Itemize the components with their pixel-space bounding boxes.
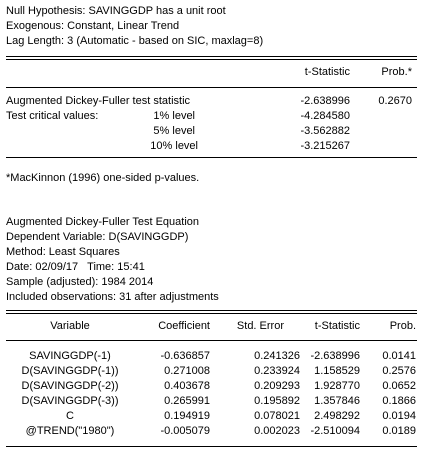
null-hypothesis-text: Null Hypothesis: SAVINGGDP has a unit root xyxy=(6,5,226,17)
sample-text: Sample (adjusted): 1984 2014 xyxy=(6,276,154,288)
adf-header-rule xyxy=(6,87,417,88)
table-row-coefficient: 0.403678 xyxy=(164,380,210,392)
method-text: Method: Least Squares xyxy=(6,246,120,258)
adf-prob-value: 0.2670 xyxy=(378,95,412,107)
coef-header-std-error: Std. Error xyxy=(236,320,284,332)
coef-header-rule xyxy=(6,340,417,341)
table-row-std-error: 0.002023 xyxy=(254,425,300,437)
coef-header-coefficient: Coefficient xyxy=(158,320,210,332)
table-row-t-statistic: -2.638996 xyxy=(310,350,360,362)
critical-value-5pct: -3.562882 xyxy=(300,125,350,137)
dependent-variable-text: Dependent Variable: D(SAVINGGDP) xyxy=(6,231,189,243)
critical-value-1pct: -4.284580 xyxy=(300,110,350,122)
observations-text: Included observations: 31 after adjustments xyxy=(6,291,219,303)
exogenous-text: Exogenous: Constant, Linear Trend xyxy=(6,20,180,32)
table-row-std-error: 0.078021 xyxy=(254,410,300,422)
table-row-variable: D(SAVINGGDP(-1)) xyxy=(21,365,119,377)
table-row-coefficient: 0.265991 xyxy=(164,395,210,407)
table-row-variable: @TREND("1980") xyxy=(25,425,115,437)
table-row-coefficient: -0.005079 xyxy=(160,425,210,437)
table-row-variable: D(SAVINGGDP(-2)) xyxy=(21,380,119,392)
table-row-t-statistic: -2.510094 xyxy=(310,425,360,437)
equation-title: Augmented Dickey-Fuller Test Equation xyxy=(6,216,200,228)
table-row-prob: 0.2576 xyxy=(382,365,416,377)
adf-statistic-label: Augmented Dickey-Fuller test statistic xyxy=(6,95,191,107)
table-row-std-error: 0.209293 xyxy=(254,380,300,392)
table-row-variable: SAVINGGDP(-1) xyxy=(29,350,111,362)
table-row-prob: 0.0652 xyxy=(382,380,416,392)
table-row-variable: D(SAVINGGDP(-3)) xyxy=(21,395,119,407)
table-row-prob: 0.0189 xyxy=(382,425,416,437)
critical-level-5pct: 5% level xyxy=(153,125,195,137)
critical-value-10pct: -3.215267 xyxy=(300,140,350,152)
table-row-t-statistic: 1.357846 xyxy=(314,395,360,407)
date-time-text: Date: 02/09/17 Time: 15:41 xyxy=(6,261,145,273)
table-row-t-statistic: 1.928770 xyxy=(314,380,360,392)
adf-col-prob-header: Prob.* xyxy=(381,66,412,78)
table-row-std-error: 0.233924 xyxy=(254,365,300,377)
table-row-prob: 0.0141 xyxy=(382,350,416,362)
lag-length-text: Lag Length: 3 (Automatic - based on SIC, maxlag=8) xyxy=(6,35,264,47)
critical-values-label: Test critical values: xyxy=(6,110,99,122)
adf-col-tstat-header: t-Statistic xyxy=(304,66,350,78)
table-row-prob: 0.1866 xyxy=(382,395,416,407)
coef-bottom-rule xyxy=(6,446,417,447)
table-row-coefficient: 0.194919 xyxy=(164,410,210,422)
adf-table-top-rule xyxy=(6,56,417,60)
table-row-t-statistic: 1.158529 xyxy=(314,365,360,377)
table-row-coefficient: 0.271008 xyxy=(164,365,210,377)
critical-level-1pct: 1% level xyxy=(153,110,195,122)
table-row-variable: C xyxy=(66,410,74,422)
footnote-text: *MacKinnon (1996) one-sided p-values. xyxy=(6,172,200,184)
coef-header-t-statistic: t-Statistic xyxy=(314,320,360,332)
critical-level-10pct: 10% level xyxy=(150,140,198,152)
table-row-std-error: 0.195892 xyxy=(254,395,300,407)
adf-statistic-value: -2.638996 xyxy=(300,95,350,107)
table-row-coefficient: -0.636857 xyxy=(160,350,210,362)
coef-header-variable: Variable xyxy=(50,320,90,332)
adf-bottom-rule xyxy=(6,157,417,158)
table-row-prob: 0.0194 xyxy=(382,410,416,422)
table-row-std-error: 0.241326 xyxy=(254,350,300,362)
coef-table-top-rule xyxy=(6,310,417,314)
coef-header-prob: Prob. xyxy=(389,320,416,332)
table-row-t-statistic: 2.498292 xyxy=(314,410,360,422)
